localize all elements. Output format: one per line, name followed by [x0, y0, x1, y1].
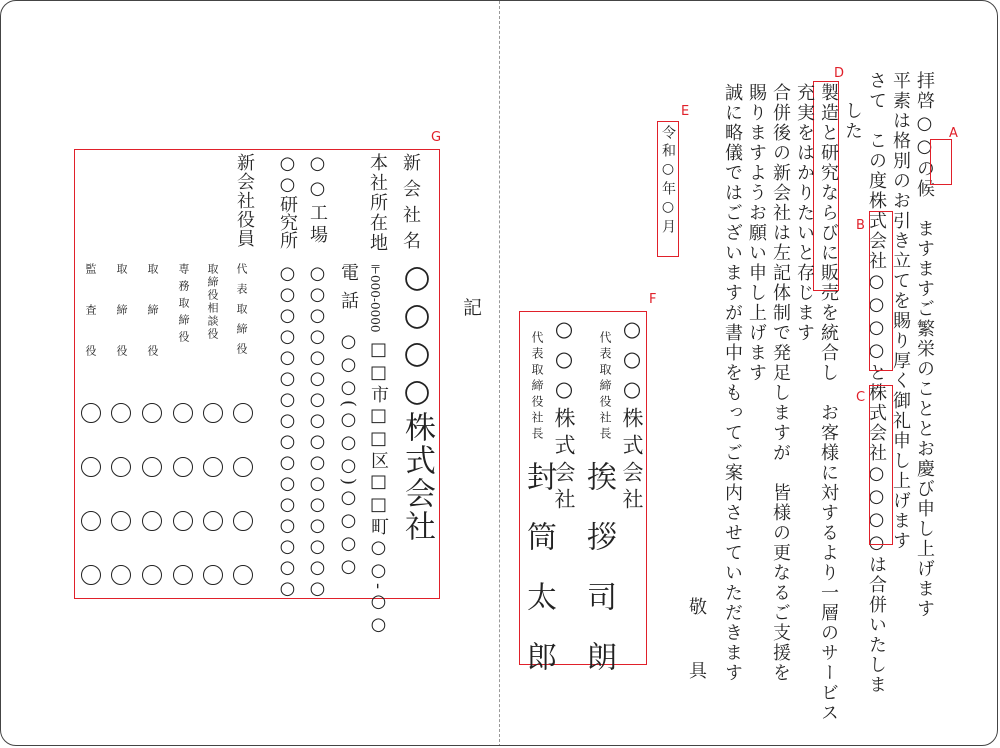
factory-value: ○○○○○○○○○○○○○○○○	[307, 263, 328, 599]
salutation: 拝啓	[914, 71, 935, 111]
name-circle	[81, 565, 101, 585]
officer-role-4: 取締役	[146, 263, 159, 386]
letter-line-newco: 合併後の新会社は左記体制で発足しますが 皆様の更なるご支援を	[770, 83, 791, 683]
hq-address: □□市□□区□□町○○-○○	[368, 339, 389, 638]
new-company-label: 新会社名	[400, 153, 421, 257]
officer-circles-5	[111, 403, 131, 585]
name-circle	[111, 403, 131, 423]
name-circle	[203, 457, 223, 477]
name-circle	[233, 457, 253, 477]
name-circle	[81, 403, 101, 423]
name-circle	[142, 511, 162, 531]
name-circle	[233, 403, 253, 423]
name-circle	[142, 457, 162, 477]
letter-line-end: した	[842, 101, 863, 141]
name-circle	[233, 511, 253, 531]
officer-circles-4	[142, 403, 162, 585]
sig-left-company: ○○○株式会社	[552, 317, 576, 515]
letter-line-integrate: 製造と研究ならびに販売を統合し お客様に対するより一層のサービス	[818, 83, 839, 723]
officer-circles-1	[233, 403, 253, 585]
name-circle	[173, 565, 193, 585]
name-circle	[142, 565, 162, 585]
sig-right-company: ○○○株式会社	[620, 317, 644, 515]
fold-line	[499, 1, 500, 746]
name-circle	[81, 457, 101, 477]
name-circle	[81, 511, 101, 531]
new-company-name: ○○○○株式会社	[399, 259, 435, 543]
postal-code: 〒000-0000	[368, 263, 382, 333]
marker-b: B	[856, 218, 865, 233]
season-placeholder: ○○	[914, 113, 935, 159]
marker-a: A	[949, 126, 958, 141]
date: 令和○年○月	[660, 125, 676, 237]
letter-line-apology: 誠に略儀ではございますが書中をもってご案内させていただきます	[722, 83, 743, 683]
lab-label: ○○研究所	[277, 153, 298, 249]
sig-right-title: 代表取締役社長	[598, 331, 612, 443]
closing: 敬 具	[686, 597, 707, 693]
factory-label: ○○工場	[307, 153, 328, 247]
name-circle	[203, 403, 223, 423]
tel-label: 電話	[338, 263, 359, 319]
officer-role-6: 監査役	[84, 263, 97, 386]
officer-circles-6	[81, 403, 101, 585]
letter-line-gratitude: 平素は格別のお引き立てを賜り厚く御礼申し上げます	[890, 71, 911, 551]
name-circle	[203, 565, 223, 585]
ki-heading: 記	[463, 297, 483, 319]
marker-d: D	[834, 66, 845, 81]
sig-left-title: 代表取締役社長	[530, 331, 544, 443]
officer-role-3: 専務取締役	[177, 263, 190, 348]
hq-label: 本社所在地	[367, 153, 388, 253]
season-greeting: の候 ますますご繁栄のこととお慶び申し上げます	[914, 159, 935, 619]
marker-box-e	[657, 121, 679, 257]
sig-right-name: 挨拶司朗	[581, 461, 616, 701]
marker-box-d	[813, 81, 839, 291]
letter-line-request: 賜りますようお願い申し上げます	[746, 83, 767, 383]
marker-e: E	[681, 104, 690, 119]
name-circle	[111, 457, 131, 477]
marker-box-a	[930, 139, 952, 185]
marker-box-c	[869, 385, 893, 545]
name-circle	[111, 565, 131, 585]
officer-circles-2	[203, 403, 223, 585]
name-circle	[173, 457, 193, 477]
letter-line-service: 充実をはかりたいと存じます	[794, 83, 815, 343]
name-circle	[173, 511, 193, 531]
tel-value: ○○○(○○○)○○○○	[338, 331, 359, 580]
sig-left-name: 封筒太郎	[521, 461, 556, 701]
officer-circles-3	[173, 403, 193, 585]
officer-role-1: 代表取締役	[235, 263, 248, 363]
letter-line-merger: さて この度株式会社○○○○と株式会社○○○○は合併いたしま	[866, 71, 887, 695]
business-d: 製造と研究ならびに販売	[818, 83, 839, 303]
company-c: 株式会社○○○○	[866, 383, 887, 555]
marker-box-b	[869, 211, 893, 371]
marker-f: F	[649, 292, 657, 307]
name-circle	[203, 511, 223, 531]
officer-role-2: 取締役相談役	[206, 263, 219, 341]
marker-g: G	[431, 130, 442, 145]
letter-line-season	[915, 113, 933, 619]
company-b: 株式会社○○○○	[866, 191, 887, 363]
name-circle	[111, 511, 131, 531]
lab-value: ○○○○○○○○○○○○○○○○	[277, 263, 298, 599]
officers-label: 新会社役員	[234, 153, 255, 248]
name-circle	[173, 403, 193, 423]
marker-c: C	[856, 390, 866, 405]
name-circle	[142, 403, 162, 423]
name-circle	[233, 565, 253, 585]
officer-role-5: 取締役	[115, 263, 128, 386]
